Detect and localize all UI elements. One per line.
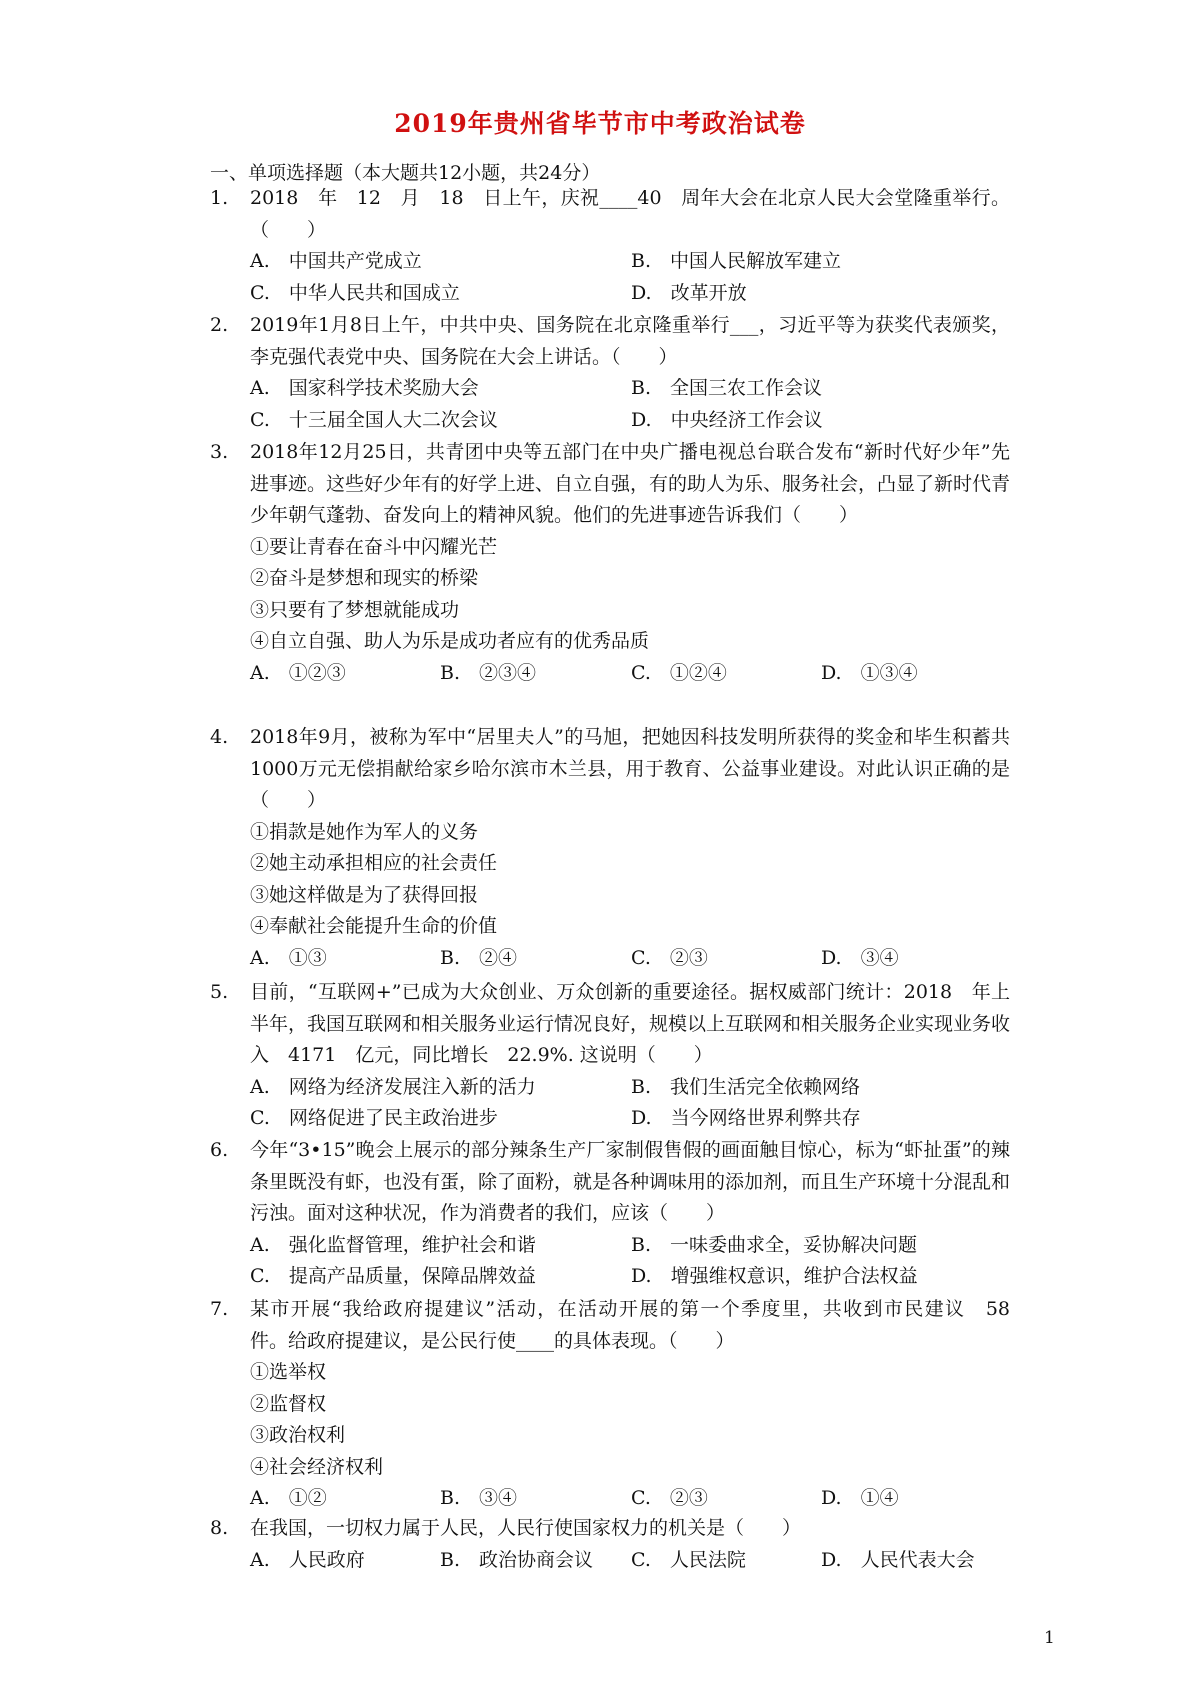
option-b: B. ③④ xyxy=(440,1487,518,1509)
question-4 xyxy=(210,722,1030,974)
page-number: 1 xyxy=(1044,1628,1055,1648)
option-a: A. ①② xyxy=(250,1487,327,1509)
options-row-2 xyxy=(250,278,1010,310)
question-number: 4. xyxy=(210,726,229,748)
options-row-1 xyxy=(250,246,1010,278)
option-d: D. 人民代表大会 xyxy=(821,1548,975,1571)
question-number: 2. xyxy=(210,314,229,336)
options-row xyxy=(250,943,1010,975)
question-number: 5. xyxy=(210,981,229,1003)
option-c: C. ②③ xyxy=(631,946,708,969)
option-c: C. ①②④ xyxy=(631,661,727,684)
question-3 xyxy=(210,437,1010,689)
question-stem: 2019年1月8日上午，中共中央、国务院在北京隆重举行___，习近平等为获奖代表颁奖，李克强代表党中央、国务院在大会上讲话。（ ） xyxy=(250,314,1010,368)
statement-2: ②她主动承担相应的社会责任 xyxy=(250,852,498,874)
options-row-2 xyxy=(250,1103,1010,1135)
option-d: D. 当今网络世界利弊共存 xyxy=(631,1107,861,1129)
question-stem: 某市开展“我给政府提建议”活动，在活动开展的第一个季度里，共收到市民建议 58 件。给政府提建议，是公民行使____的具体表现。（ ） xyxy=(250,1298,1030,1352)
option-a: A. ①③ xyxy=(250,946,327,969)
option-c: C. ②③ xyxy=(631,1487,708,1509)
statement-4: ④社会经济权利 xyxy=(250,1455,384,1478)
section-heading: 一、单项选择题（本大题共12小题，共24分） xyxy=(210,162,601,184)
option-c: C. 十三届全国人大二次会议 xyxy=(250,408,498,431)
question-stem: 目前，“互联网+”已成为大众创业、万众创新的重要途径。据权威部门统计：2018 年上半年，我国互联网和相关服务业运行情况良好，规模以上互联网和相关服务企业实现业务收入 4171 亿元，同比增长 22.9%. 这说明（ ） xyxy=(250,981,1011,1066)
option-a: A. 网络为经济发展注入新的活力 xyxy=(250,1075,536,1098)
question-stem: 在我国，一切权力属于人民，人民行使国家权力的机关是（ ） xyxy=(250,1517,802,1539)
option-b: B. 政治协商会议 xyxy=(440,1548,594,1571)
question-5 xyxy=(210,977,1010,1135)
question-stem: 2018年9月，被称为军中“居里夫人”的马旭，把她因科技发明所获得的奖金和毕生积蓄共 1000万元无偿捐献给家乡哈尔滨市木兰县，用于教育、公益事业建设。对此认识正确的是（ ） xyxy=(250,726,1030,811)
option-a: A. 人民政府 xyxy=(250,1548,365,1571)
statement-1: ①选举权 xyxy=(250,1361,327,1383)
statement-3: ③政治权利 xyxy=(250,1424,346,1446)
question-2 xyxy=(210,310,1010,436)
options-row xyxy=(250,658,1010,690)
option-b: B. 中国人民解放军建立 xyxy=(631,250,842,272)
options-row-2 xyxy=(250,405,1010,437)
question-number: 7. xyxy=(210,1298,229,1320)
option-b: B. ②③④ xyxy=(440,661,537,684)
option-b: B. 全国三农工作会议 xyxy=(631,377,823,399)
option-c: C. 中华人民共和国成立 xyxy=(250,281,460,304)
question-1 xyxy=(210,183,1010,309)
question-stem: 2018 年 12 月 18 日上午，庆祝____40 周年大会在北京人民大会堂隆重举行。（ ） xyxy=(250,187,1010,241)
options-row-1 xyxy=(250,1072,1010,1104)
option-d: D. ①④ xyxy=(821,1487,899,1509)
option-c: C. 提高产品质量，保障品牌效益 xyxy=(250,1265,536,1287)
question-6 xyxy=(210,1135,1010,1293)
statement-4: ④奉献社会能提升生命的价值 xyxy=(250,915,498,937)
options-row-1 xyxy=(250,373,1010,405)
options-row-1 xyxy=(250,1230,1010,1262)
option-b: B. 一味委曲求全，妥协解决问题 xyxy=(631,1233,918,1256)
question-number: 6. xyxy=(210,1139,229,1161)
question-8 xyxy=(210,1513,1010,1576)
statement-3: ③她这样做是为了获得回报 xyxy=(250,883,479,906)
option-b: B. ②④ xyxy=(440,946,518,969)
option-a: A. ①②③ xyxy=(250,661,346,684)
option-b: B. 我们生活完全依赖网络 xyxy=(631,1075,861,1098)
option-c: C. 网络促进了民主政治进步 xyxy=(250,1107,498,1129)
page-title: 2019年贵州省毕节市中考政治试卷 xyxy=(394,109,806,138)
options-row xyxy=(250,1483,1010,1515)
option-a: A. 中国共产党成立 xyxy=(250,250,422,272)
statement-2: ②奋斗是梦想和现实的桥梁 xyxy=(250,567,479,589)
question-stem: 2018年12月25日，共青团中央等五部门在中央广播电视总台联合发布“新时代好少年”先进事迹。这些好少年有的好学上进、自立自强，有的助人为乐、服务社会，凸显了新时代青少年朝气蓬勃、奋发向上的精神风貌。他们的先进事迹告诉我们（ ） xyxy=(250,441,1011,526)
option-a: A. 国家科学技术奖励大会 xyxy=(250,377,479,399)
option-d: D. ①③④ xyxy=(821,661,918,684)
option-d: D. 改革开放 xyxy=(631,281,747,304)
option-c: C. 人民法院 xyxy=(631,1548,746,1571)
statement-4: ④自立自强、助人为乐是成功者应有的优秀品质 xyxy=(250,630,650,652)
options-row xyxy=(250,1545,1010,1577)
option-a: A. 强化监督管理，维护社会和谐 xyxy=(250,1233,536,1256)
option-d: D. 中央经济工作会议 xyxy=(631,408,823,431)
statement-1: ①要让青春在奋斗中闪耀光芒 xyxy=(250,535,498,558)
statement-1: ①捐款是她作为军人的义务 xyxy=(250,820,479,843)
question-number: 1. xyxy=(210,187,229,209)
question-7 xyxy=(210,1294,1030,1515)
option-d: D. 增强维权意识，维护合法权益 xyxy=(631,1265,918,1287)
question-number: 8. xyxy=(210,1517,229,1539)
statement-3: ③只要有了梦想就能成功 xyxy=(250,598,460,621)
question-stem: 今年“3•15”晚会上展示的部分辣条生产厂家制假售假的画面触目惊心，标为“虾扯蛋”的辣条里既没有虾，也没有蛋，除了面粉，就是各种调味用的添加剂，而且生产环境十分混乱和污浊。面对这种状况，作为消费者的我们，应该（ ） xyxy=(250,1139,1011,1224)
option-d: D. ③④ xyxy=(821,946,899,969)
statement-2: ②监督权 xyxy=(250,1392,327,1415)
question-number: 3. xyxy=(210,441,229,463)
options-row-2 xyxy=(250,1261,1010,1293)
